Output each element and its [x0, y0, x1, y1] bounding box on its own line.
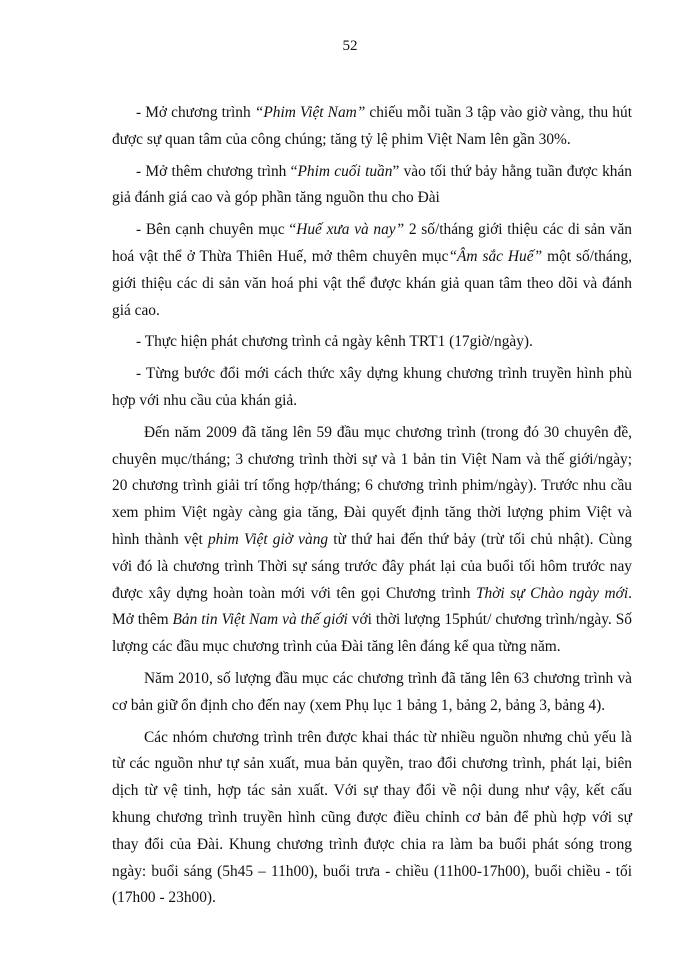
program-title: Bản tin Việt Nam và thế giới [172, 611, 348, 629]
paragraph-2010: Năm 2010, số lượng đầu mục các chương trình đã tăng lên 63 chương trình và cơ bản giữ ổn định cho đến nay (xem Phụ lục 1 bảng 1, bảng 2, bảng 3, bảng 4). [112, 669, 632, 714]
paragraph-text: . Mở thêm [112, 584, 632, 629]
bullet-phim-cuoi-tuan [112, 159, 632, 213]
bullet-khung-chuong-trinh: - Từng bước đổi mới cách thức xây dựng khung chương trình truyền hình phù hợp với nhu cầu của khán giả. [112, 365, 632, 409]
paragraph-text: với thời lượng 15phút/ chương trình/ngày. Số lượng các đầu mục chương trình của Đài tăng lên đáng kể qua từng năm. [112, 611, 632, 656]
program-title: Thời sự Chào ngày mới [475, 584, 629, 602]
paragraph-program-sources: Các nhóm chương trình trên được khai thác từ nhiều nguồn nhưng chủ yếu là từ các nguồn như tự sản xuất, mua bản quyền, trao đổi chương trình, phát lại, biên dịch từ vệ tinh, hợp tác sản xuất. Với sự thay đổi về nội dung như vậy, kết cấu khung chương trình truyền hình cũng được điều chỉnh cơ bản để phù hợp với sự thay đổi của Đài. Khung chương trình được chia ra làm ba buổi phát sóng trong ngày: buổi sáng (5h45 – 11h00), buổi trưa - chiều (11h00-17h00), buổi chiều - tối (17h00 - 23h00). [112, 728, 632, 907]
paragraph-text: từ thứ hai đến thứ bảy (trừ tối chủ nhật). Cùng với đó là chương trình Thời sự sáng trước đây phát lại của buổi tối hôm trước nay được xây dựng hoàn toàn mới với tên gọi Chương trình [112, 530, 632, 602]
bullet-text: - Mở chương trình [136, 104, 255, 121]
document-body [112, 100, 632, 912]
paragraph-2009 [112, 420, 632, 661]
program-title: “Âm sắc Huế” [448, 247, 543, 265]
bullet-phim-viet-nam [112, 100, 632, 154]
bullet-text: một số/tháng, giới thiệu các di sản văn hoá phi vật thể được khán giả quan tâm theo dõi và đánh giá cao. [112, 247, 632, 319]
program-title: phim Việt giờ vàng [207, 530, 329, 548]
bullet-text: 2 số/tháng giới thiệu các di sản văn hoá vật thể ở Thừa Thiên Huế, mở thêm chuyên mục [112, 221, 632, 265]
page-number: 52 [342, 38, 358, 54]
program-title: “Phim Việt Nam” [254, 104, 366, 121]
bullet-text: chiếu mỗi tuần 3 tập vào giờ vàng, thu hút được sự quan tâm của công chúng; tăng tỷ lệ phim Việt Nam lên gần 30%. [112, 104, 632, 148]
program-title: Huế xưa và nay” [296, 221, 405, 239]
bullet-text: - Mở thêm chương trình “ [136, 162, 298, 180]
bullet-text: ” vào tối thứ bảy hằng tuần được khán giả đánh giá cao và góp phần tăng nguồn thu cho Đài [112, 162, 632, 207]
bullet-hue-xua-va-nay [112, 217, 632, 324]
paragraph-text: Đến năm 2009 đã tăng lên 59 đầu mục chương trình (trong đó 30 chuyên đề, chuyên mục/tháng; 3 chương trình thời sự và 1 bản tin Việt Nam và thế giới/ngày; 20 chương trình giải trí tổng hợp/tháng; 6 chương trình phim/ngày). Trước nhu cầu xem phim Việt ngày càng gia tăng, Đài quyết định tăng thời lượng phim Việt và hình thành vệt [112, 423, 632, 548]
program-title: Phim cuối tuần [297, 162, 393, 180]
bullet-text: - Bên cạnh chuyên mục “ [136, 221, 297, 239]
bullet-trt1: - Thực hiện phát chương trình cả ngày kênh TRT1 (17giờ/ngày). [136, 333, 533, 351]
